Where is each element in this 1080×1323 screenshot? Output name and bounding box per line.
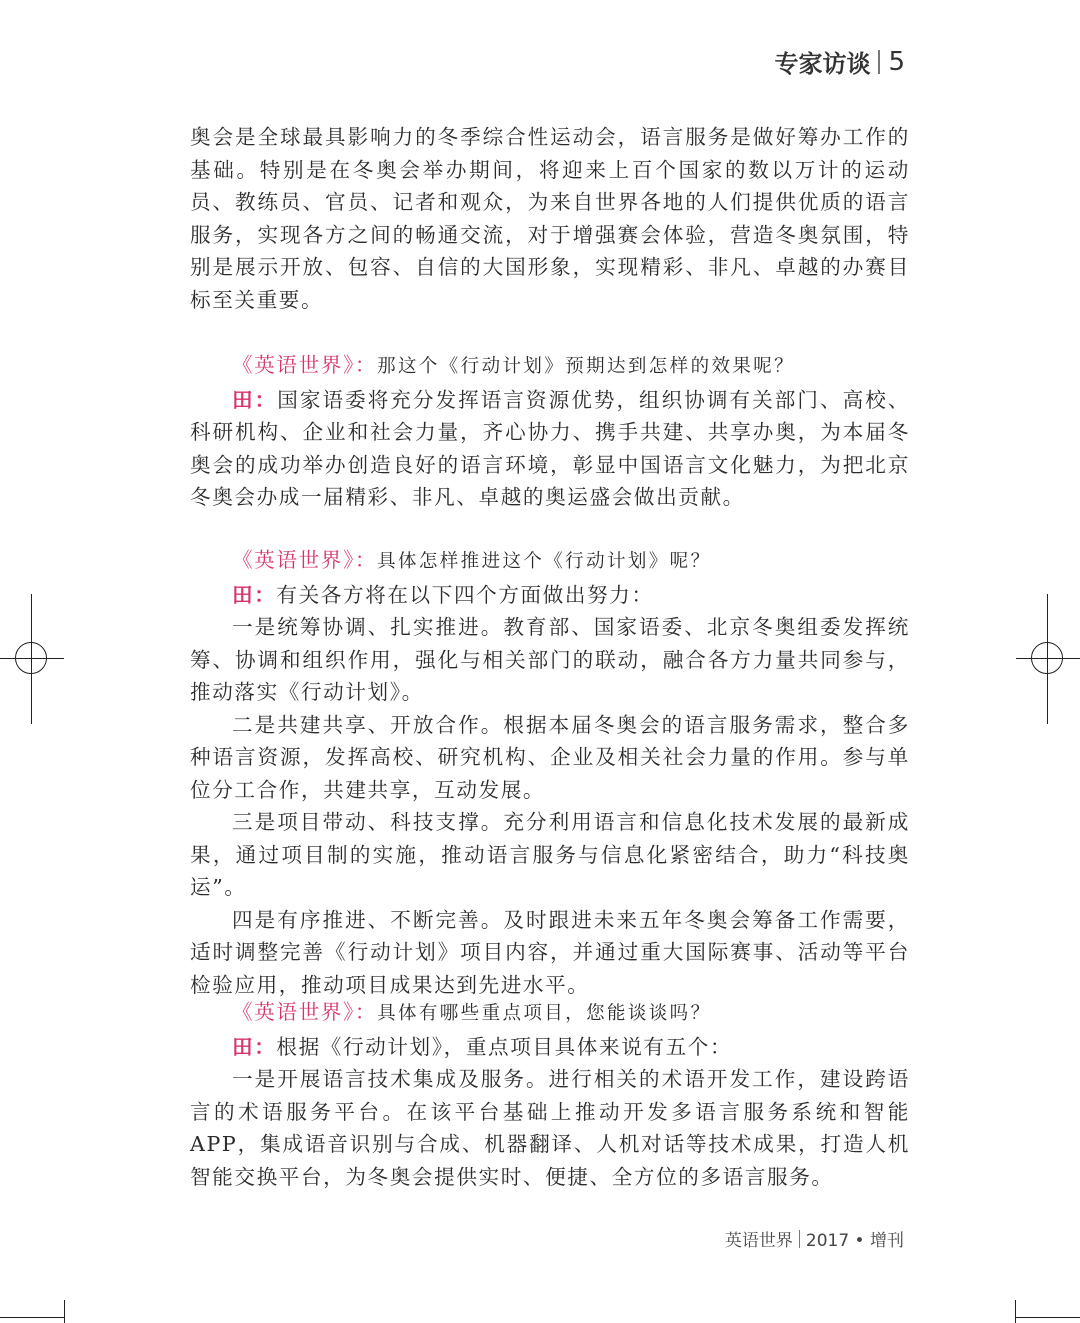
- answer-paragraph: 二是共建共享、开放合作。根据本届冬奥会的语言服务需求，整合多种语言资源，发挥高校、研究机构、企业及相关社会力量的作用。参与单位分工合作，共建共享，互动发展。: [190, 712, 910, 802]
- answer-speaker: 田：: [232, 1034, 277, 1059]
- registration-mark-left-icon: [0, 594, 64, 724]
- footer-issue: 2017 • 增刊: [805, 1231, 904, 1251]
- qa-block-2: [190, 544, 910, 1001]
- question-text: 具体怎样推进这个《行动计划》呢？: [377, 551, 712, 572]
- answer-text: 有关各方将在以下四个方面做出努力：: [276, 582, 654, 607]
- page-header: [774, 44, 905, 79]
- page-number: 5: [888, 46, 905, 77]
- answer-paragraph: 一是统筹协调、扎实推进。教育部、国家语委、北京冬奥组委发挥统筹、协调和组织作用，强化与相关部门的联动，融合各方力量共同参与，推动落实《行动计划》。: [190, 615, 910, 704]
- footer-divider: [799, 1230, 800, 1248]
- crop-mark-bottom-right-vertical-icon: [1015, 1300, 1016, 1323]
- header-divider: [878, 50, 880, 74]
- answer-paragraph: 三是项目带动、科技支撑。充分利用语言和信息化技术发展的最新成果，通过项目制的实施，推动语言服务与信息化紧密结合，助力“科技奥运”。: [190, 810, 910, 899]
- answer-speaker: 田：: [232, 582, 277, 607]
- footer-magazine: 英语世界: [724, 1231, 793, 1251]
- crop-mark-bottom-right-icon: [1016, 1317, 1080, 1318]
- answer-2: [190, 579, 910, 612]
- answer-3: [190, 1031, 910, 1064]
- page-footer: [725, 1226, 904, 1251]
- answer-paragraph: 四是有序推进、不断完善。及时跟进未来五年冬奥会筹备工作需要，适时调整完善《行动计划》项目内容，并通过重大国际赛事、活动等平台检验应用，推动项目成果达到先进水平。: [190, 907, 910, 997]
- question-1: [190, 349, 910, 384]
- question-text: 那这个《行动计划》预期达到怎样的效果呢？: [377, 356, 796, 377]
- intro-paragraph: 奥会是全球最具影响力的冬季综合性运动会，语言服务是做好筹办工作的基础。特别是在冬奥会举办期间，将迎来上百个国家的数以万计的运动员、教练员、官员、记者和观众，为来自世界各地的人们提供优质的语言服务，实现各方之间的畅通交流，对于增强赛会体验，营造冬奥氛围，特别是展示开放、包容、自信的大国形象，实现精彩、非凡、卓越的办赛目标至关重要。: [190, 125, 910, 312]
- question-speaker: 《英语世界》：: [232, 1000, 378, 1024]
- intro-block: [190, 121, 910, 316]
- question-2: [190, 544, 910, 579]
- question-speaker: 《英语世界》：: [232, 353, 378, 377]
- question-text: 具体有哪些重点项目，您能谈谈吗？: [377, 1003, 712, 1024]
- registration-mark-right-icon: [1016, 594, 1080, 724]
- qa-block-1: [190, 349, 910, 514]
- crop-mark-bottom-left-icon: [0, 1317, 64, 1318]
- question-3: [190, 996, 910, 1031]
- answer-1: [190, 384, 910, 514]
- crop-mark-bottom-left-vertical-icon: [64, 1300, 65, 1323]
- answer-paragraph: 一是开展语言技术集成及服务。进行相关的术语开发工作，建设跨语言的术语服务平台。在该平台基础上推动开发多语言服务系统和智能APP，集成语音识别与合成、机器翻译、人机对话等技术成果，打造人机智能交换平台，为冬奥会提供实时、便捷、全方位的多语言服务。: [190, 1067, 910, 1189]
- section-title: 专家访谈: [774, 50, 871, 78]
- qa-block-3: [190, 996, 910, 1193]
- answer-text: 根据《行动计划》，重点项目具体来说有五个：: [276, 1034, 733, 1059]
- question-speaker: 《英语世界》：: [232, 548, 378, 572]
- answer-speaker: 田：: [232, 387, 278, 412]
- answer-text: 国家语委将充分发挥语言资源优势，组织协调有关部门、高校、科研机构、企业和社会力量，齐心协力、携手共建、共享办奥，为本届冬奥会的成功举办创造良好的语言环境，彰显中国语言文化魅力，为把北京冬奥会办成一届精彩、非凡、卓越的奥运盛会做出贡献。: [190, 387, 911, 509]
